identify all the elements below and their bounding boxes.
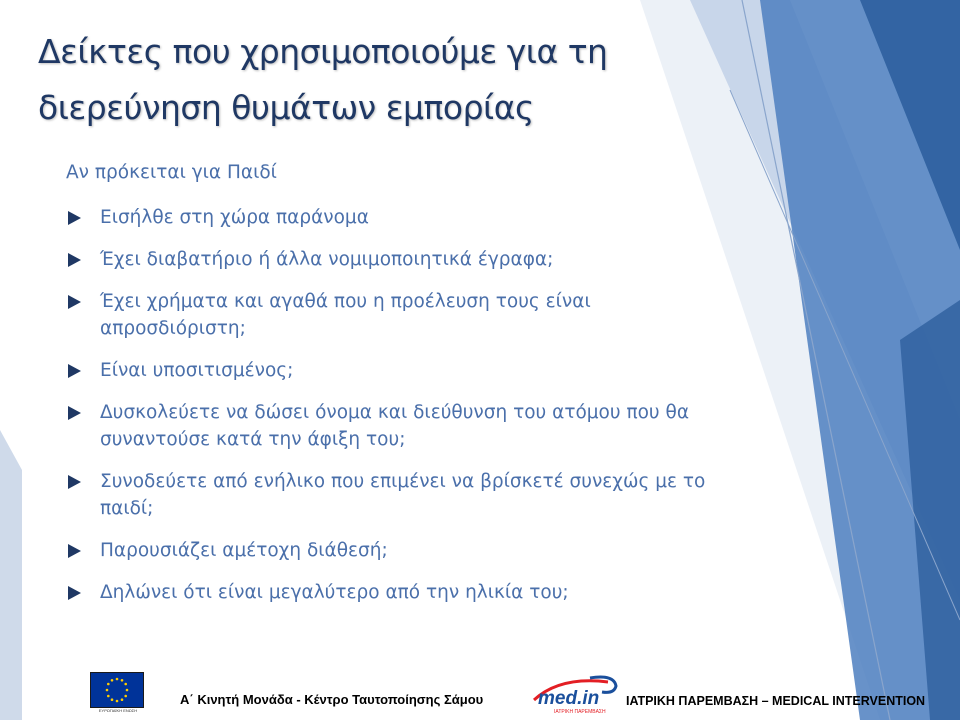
arrow-bullet-icon [68, 406, 81, 420]
footer-program-name: ΙΑΤΡΙΚΗ ΠΑΡΕΜΒΑΣΗ – MEDICAL INTERVENTION [626, 694, 926, 708]
title-line-2: διερεύνηση θυμάτων εμπορίας [38, 88, 534, 127]
list-item [66, 537, 716, 564]
arrow-bullet-icon [68, 364, 81, 378]
footer [0, 664, 960, 720]
arrow-bullet-icon [68, 211, 81, 225]
list-item [66, 246, 716, 273]
eu-caption: ΕΥΡΩΠΑΪΚΗ ΕΝΩΣΗ [98, 708, 138, 713]
bullet-text: Έχει χρήματα και αγαθά που η προέλευση τους είναι απροσδιόριστη; [100, 291, 591, 339]
bullet-text: Παρουσιάζει αμέτοχη διάθεσή; [100, 540, 388, 561]
title-line-1: Δείκτες που χρησιμοποιούμε για τη [38, 32, 608, 71]
arrow-bullet-icon [68, 475, 81, 489]
bullet-text: Συνοδεύετε από ενήλικο που επιμένει να βρίσκετέ συνεχώς με το παιδί; [100, 471, 706, 519]
slide-title [38, 24, 758, 136]
list-item [66, 357, 716, 384]
eu-stars-icon [91, 673, 143, 707]
eu-flag-logo [90, 672, 144, 708]
list-item [66, 468, 716, 522]
list-item [66, 288, 716, 342]
list-item [66, 579, 716, 606]
bullet-list [66, 204, 716, 621]
arrow-bullet-icon [68, 544, 81, 558]
bullet-text: Είναι υποσιτισμένος; [100, 360, 294, 381]
medin-logo-subtext: ΙΑΤΡΙΚΗ ΠΑΡΕΜΒΑΣΗ [554, 709, 606, 715]
list-item [66, 399, 716, 453]
medin-logo-text: med.in [538, 688, 600, 709]
bullet-text: Δηλώνει ότι είναι μεγαλύτερο από την ηλικία του; [100, 582, 569, 603]
medin-logo-icon [530, 672, 620, 716]
bullet-text: Έχει διαβατήριο ή άλλα νομιμοποιητικά έγραφα; [100, 249, 554, 270]
medin-logo [530, 672, 620, 716]
list-item [66, 204, 716, 231]
arrow-bullet-icon [68, 295, 81, 309]
arrow-bullet-icon [68, 586, 81, 600]
slide-subtitle: Αν πρόκειται για Παιδί [66, 162, 277, 183]
footer-unit-name: Α΄ Κινητή Μονάδα - Κέντρο Ταυτοποίησης Σάμου [180, 692, 484, 707]
bullet-text: Εισήλθε στη χώρα παράνομα [100, 207, 369, 228]
bullet-text: Δυσκολεύετε να δώσει όνομα και διεύθυνση του ατόμου που θα συναντούσε κατά την άφιξη του; [100, 402, 690, 450]
arrow-bullet-icon [68, 253, 81, 267]
